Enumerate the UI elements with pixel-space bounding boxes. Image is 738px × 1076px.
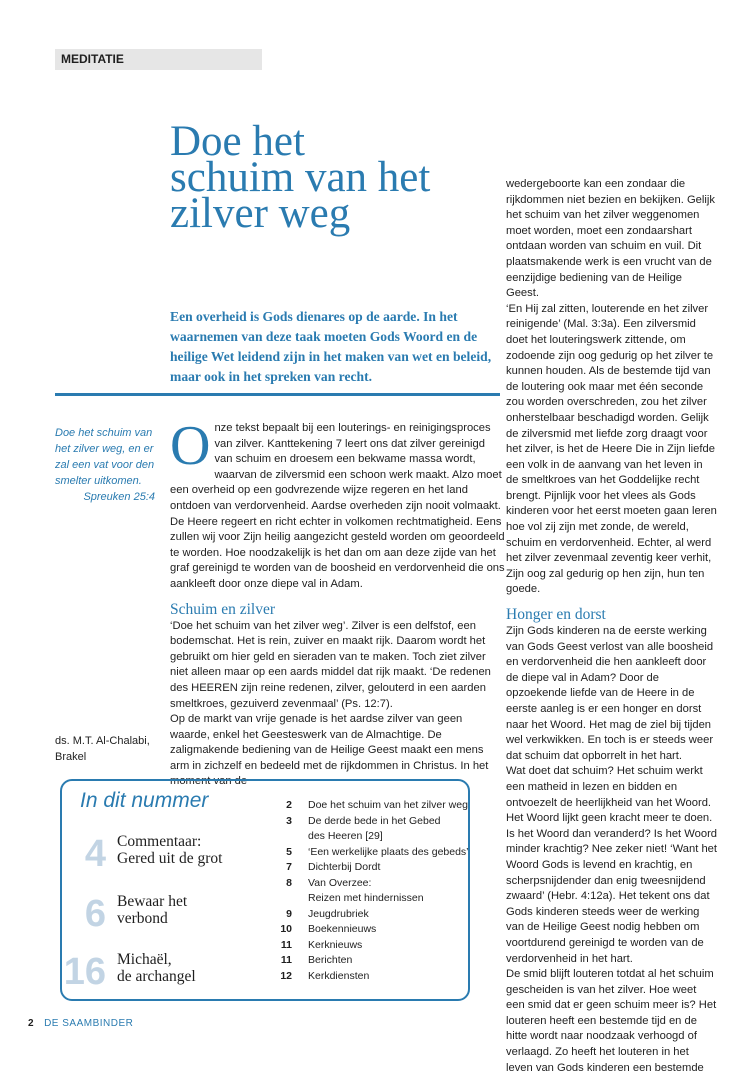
featured-page-number: 16 bbox=[63, 951, 106, 993]
scripture-quote bbox=[55, 425, 155, 505]
featured-title bbox=[117, 951, 196, 985]
toc-page: 7 bbox=[286, 861, 292, 873]
toc-page: 8 bbox=[286, 876, 292, 889]
footer-page-number: 2 bbox=[28, 1018, 35, 1029]
body-column-right bbox=[506, 177, 718, 1076]
body-paragraph: Op de markt van vrije genade is het aardse zilver van geen waarde, enkel het Geesteswerk van de Almachtige. De zaligmakende bediening van de Heilige Geest maakt een mens arm in zichzelf en bedeeld met de rijkdommen in Christus. In het moment van de bbox=[170, 713, 489, 788]
toc-page: 9 bbox=[286, 907, 292, 920]
toc-page: 12 bbox=[280, 969, 292, 982]
featured-page-number: 4 bbox=[84, 833, 106, 875]
quote-reference: Spreuken 25:4 bbox=[83, 491, 155, 503]
featured-item[interactable] bbox=[62, 951, 262, 1001]
featured-page-number: 6 bbox=[84, 893, 106, 935]
author-name: ds. M.T. Al-Chalabi, bbox=[55, 735, 150, 747]
featured-title-line: Michaël, bbox=[117, 951, 172, 968]
body-paragraph: wedergeboorte kan een zondaar die rijkdommen niet bezien en bekijken. Gelijk het schuim van het zilver weggenomen moet worden, moet een zondaarshart ontdaan worden van schuim en vuil. Dit plaatsmakende werk is een vrucht van de eenzijdige bediening van de Heilige Geest. bbox=[506, 178, 715, 300]
toc-entry[interactable] bbox=[274, 922, 474, 938]
featured-title-line: Commentaar: bbox=[117, 833, 202, 850]
toc-label: Jeugdrubriek bbox=[308, 907, 369, 920]
author-byline bbox=[55, 733, 165, 765]
featured-item[interactable] bbox=[62, 893, 262, 943]
body-paragraph: ‘En Hij zal zitten, louterende en het zilver reinigende’ (Mal. 3:3a). Een zilversmid doet het louteringswerk zittende, om zodoende zijn oog gedurig op het zilver te kunnen houden. Als de bestemde tijd van de loutering ook maar met één seconde zou worden overschreden, zou het zilver onherstelbaar beschadigd worden. Gelijk de zilversmid met liefde zorg draagt voor het zilver, is het de Heere Die in Zijn liefde een volk in de aanvang van het leven in de smeltkroes van het Goddelijke recht brengt. Pijnlijk voor het vlees als Gods kinderen voor het eerst moeten gaan leren hoe vol zij zijn met zonde, de wereld, schuim en verdorvenheid. Echter, al werd het zilver zevenmaal zeventig keer verhit, Zijn oog zal gedurig op hen zijn, hun ten goede. bbox=[506, 302, 717, 596]
toc-label: Reizen met hindernissen bbox=[308, 892, 424, 904]
title-line: schuim van het bbox=[170, 154, 431, 201]
toc-label: ‘Een werkelijke plaats des gebeds’ bbox=[308, 845, 469, 858]
toc-entry[interactable] bbox=[274, 938, 474, 954]
toc-page: 10 bbox=[280, 923, 292, 935]
subheading: Honger en dorst bbox=[506, 606, 606, 624]
table-of-contents bbox=[274, 798, 474, 984]
toc-entry[interactable] bbox=[274, 969, 474, 985]
toc-entry[interactable] bbox=[274, 798, 474, 814]
toc-label: Dichterbij Dordt bbox=[308, 861, 381, 873]
article-intro: Een overheid is Gods dienares op de aarde. In het waarnemen van deze taak moeten Gods Woord en de heilige Wet leidend zijn in het maken van wet en beleid, maar ook in het spreken van recht. bbox=[170, 309, 492, 384]
section-label: MEDITATIE bbox=[55, 49, 262, 70]
toc-page bbox=[274, 829, 292, 845]
title-line: Doe het bbox=[170, 118, 305, 165]
toc-entry[interactable] bbox=[274, 814, 474, 830]
body-paragraph bbox=[170, 415, 505, 593]
divider-rule bbox=[55, 393, 500, 396]
toc-label: Berichten bbox=[308, 954, 353, 966]
body-paragraph: De smid blijft louteren totdat al het schuim gescheiden is van het zilver. Hoe weet een smid dat er geen schuim meer is? Het louteren heeft een bestemde tijd en de hitte wordt naar noodzaak verhoogd of verlaagd. Zo heeft het louteren in het leven van Gods kinderen een bestemde bbox=[506, 968, 717, 1074]
featured-title bbox=[117, 833, 222, 867]
quote-text: Doe het schuim van het zilver weg, en er zal een vat voor den smelter uitkomen. bbox=[55, 427, 155, 487]
toc-label: des Heeren [29] bbox=[308, 830, 383, 842]
paragraph-text: nze tekst bepaalt bij een louterings- en reinigingsproces van zilver. Kanttekening 7 leert ons dat zilver gereinigd van schuim en droesem een bekwame massa wordt, waarvan de zilversmid een schoon werk maakt. Alzo moet een overheid op een godvrezende wijze regeren en het land ontdoen van verdorvenheid. Aardse overheden zijn nooit volmaakt. De Heere regeert en richt echter in volkomen rechtmatigheid. Eens zullen wij voor Zijn heilig aangezicht gesteld worden om geoordeeld te worden. Hoe noodzakelijk is het dan om aan deze zijde van het graf gereinigd te worden van de boosheid en verdorvenheid die ons aankleeft door onze diepe val in Adam. bbox=[170, 422, 505, 590]
toc-label: Boekennieuws bbox=[308, 923, 377, 935]
featured-title-line: Gered uit de grot bbox=[117, 850, 223, 867]
toc-label: Kerkdiensten bbox=[308, 969, 370, 982]
featured-title-line: Bewaar het bbox=[117, 893, 188, 910]
toc-entry[interactable] bbox=[274, 876, 474, 892]
toc-page: 2 bbox=[286, 799, 292, 811]
toc-page: 3 bbox=[286, 814, 292, 827]
featured-title-line: verbond bbox=[117, 910, 168, 927]
page-footer bbox=[28, 1018, 133, 1029]
body-paragraph: Wat doet dat schuim? Het schuim werkt een matheid in lezen en bidden en ontvoezelt de heerlijkheid van het Woord. Het Woord lijkt geen kracht meer te doen. Is het Woord dan veranderd? Is het Woord minder krachtig? Nee zeker niet! ‘Want het Woord Gods is levend en krachtig, en scherpsnijdender dan enig tweesnijdend zwaard’ (Hebr. 4:12a). Het tekent ons dat Gods kinderen steeds weer de werking van de Heilige Geest nodig hebben om voortdurend gereinigd te worden van de verdorvenheid in het hart. bbox=[506, 765, 718, 965]
body-paragraph: Zijn Gods kinderen na de eerste werking van Gods Geest verlost van alle boosheid en verdorvenheid die hen aankleeft door de diepe val in Adam? Door de opzoekende liefde van de Heere in de eerste aanleg is er een honger en dorst naar het Woord. Het mag de ziel bij tijden wel verkwikken. En toch is er steeds weer dat schuim dat opborrelt in het hart. bbox=[506, 625, 714, 762]
toc-label: De derde bede in het Gebed bbox=[308, 814, 441, 827]
toc-entry[interactable] bbox=[274, 829, 474, 845]
footer-publication: DE SAAMBINDER bbox=[44, 1018, 134, 1029]
toc-page: 11 bbox=[280, 954, 292, 966]
title-line: zilver weg bbox=[170, 190, 351, 237]
toc-page bbox=[274, 891, 292, 907]
toc-label: Van Overzee: bbox=[308, 876, 372, 889]
toc-label: Doe het schuim van het zilver weg bbox=[308, 799, 468, 811]
toc-entry[interactable] bbox=[274, 953, 474, 969]
toc-entry[interactable] bbox=[274, 891, 474, 907]
body-paragraph: ‘Doe het schuim van het zilver weg’. Zilver is een delfstof, een bodemschat. Het is rein, zuiver en maakt rijk. Daarom wordt het gebruikt om hier geld en sieraden van te maken. Toch ziet zilver niet alleen maar op een aards middel dat rijk maakt. ‘De redenen des HEEREN zijn reine redenen, zilver, gelouterd in een aarden smeltkroes, gezuiverd zevenmaal’ (Ps. 12:7). bbox=[170, 619, 491, 710]
drop-cap: O bbox=[170, 415, 211, 477]
featured-title-line: de archangel bbox=[117, 968, 196, 985]
featured-item[interactable] bbox=[62, 833, 262, 883]
contents-title: In dit nummer bbox=[80, 789, 209, 812]
body-column-middle bbox=[170, 415, 505, 790]
toc-page: 5 bbox=[286, 845, 292, 858]
subheading: Schuim en zilver bbox=[170, 600, 276, 618]
toc-label: Kerknieuws bbox=[308, 938, 363, 951]
toc-entry[interactable] bbox=[274, 845, 474, 861]
toc-entry[interactable] bbox=[274, 860, 474, 876]
toc-entry[interactable] bbox=[274, 907, 474, 923]
article-title bbox=[170, 118, 500, 237]
author-place: Brakel bbox=[55, 751, 87, 763]
toc-page: 11 bbox=[280, 938, 292, 951]
featured-title bbox=[117, 893, 187, 927]
